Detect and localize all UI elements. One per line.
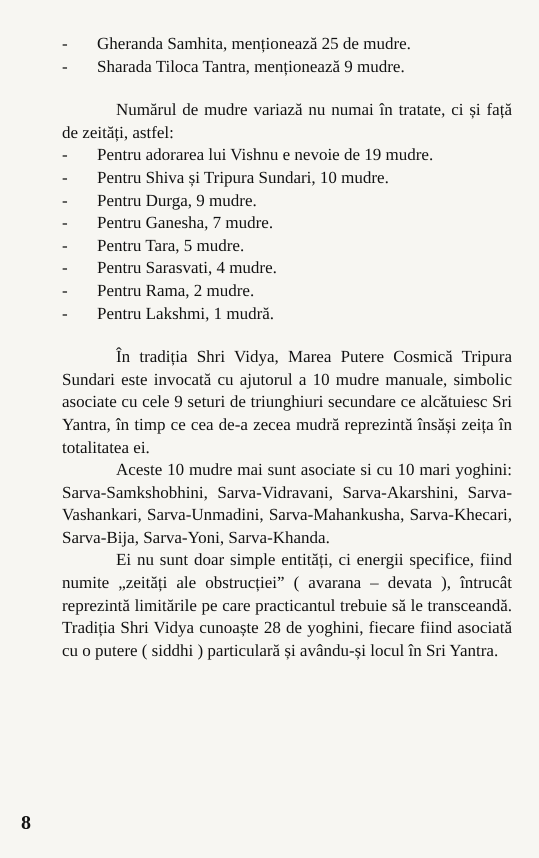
list-item-text: Pentru Shiva și Tripura Sundari, 10 mudre. — [97, 167, 389, 187]
list-item-text: Sharada Tiloca Tantra, menționează 9 mudre. — [97, 56, 405, 76]
list-item — [62, 167, 512, 190]
list-item-text: Pentru Tara, 5 mudre. — [97, 235, 245, 255]
list-item-text: Pentru Lakshmi, 1 mudră. — [97, 303, 275, 323]
bullet-dash: - — [62, 258, 68, 278]
bullet-dash: - — [62, 34, 68, 53]
bullet-dash: - — [62, 213, 68, 233]
list-item-text: Pentru Durga, 9 mudre. — [97, 190, 257, 210]
paragraph: Numărul de mudre variază nu numai în tratate, ci și față de zeități, astfel: — [62, 100, 512, 142]
list-item — [62, 212, 512, 235]
list-item — [62, 190, 512, 213]
bullet-dash: - — [62, 235, 68, 255]
page-number: 8 — [21, 812, 31, 834]
list-item-text: Pentru adorarea lui Vishnu e nevoie de 19 mudre. — [97, 145, 434, 165]
paragraph: Aceste 10 mudre mai sunt asociate si cu 10 mari yoghini: Sarva-Samkshobhini, Sarva-Vidravani, Sarva-Akarshini, Sarva-Vashankari, Sarva-Unmadini, Sarva-Mahankusha, Sarva-Khecari, Sarva-Bija, Sarva-Yoni, Sarva-Khanda. — [62, 460, 512, 547]
list-item-text: Pentru Ganesha, 7 mudre. — [97, 213, 274, 233]
list-item-text: Pentru Rama, 2 mudre. — [97, 280, 255, 300]
page-body — [62, 33, 512, 662]
bullet-dash: - — [62, 145, 68, 165]
list-item — [62, 56, 512, 79]
list-item — [62, 303, 512, 326]
bullet-dash: - — [62, 303, 68, 323]
list-item — [62, 235, 512, 258]
list-item — [62, 280, 512, 303]
list-item — [62, 144, 512, 167]
list-item-text: Pentru Sarasvati, 4 mudre. — [97, 258, 277, 278]
list-item — [62, 257, 512, 280]
bullet-dash: - — [62, 167, 68, 187]
list-item — [62, 33, 512, 56]
paragraph: În tradiția Shri Vidya, Marea Putere Cosmică Tripura Sundari este invocată cu ajutorul a 10 mudre manuale, simbolic asociate cu cele 9 seturi de triunghiuri secundare ce alcătuiesc Sri Yantra, în timp ce cea de-a zecea mudră reprezintă însăși zeița în totalitatea ei. — [62, 347, 512, 457]
list-item-text: Gheranda Samhita, menționează 25 de mudre. — [97, 34, 411, 53]
paragraph: Ei nu sunt doar simple entități, ci energii specifice, fiind numite „zeități ale obstrucției” ( avarana – devata ), întrucât reprezintă limitările pe care practicantul trebuie să le transceandă. Tradiția Shri Vidya cunoaște 28 de yoghini, fiecare fiind asociată cu o putere ( siddhi ) particulară și avându-și locul în Sri Yantra. — [62, 550, 512, 660]
bullet-dash: - — [62, 190, 68, 210]
bullet-dash: - — [62, 280, 68, 300]
bullet-dash: - — [62, 56, 68, 76]
